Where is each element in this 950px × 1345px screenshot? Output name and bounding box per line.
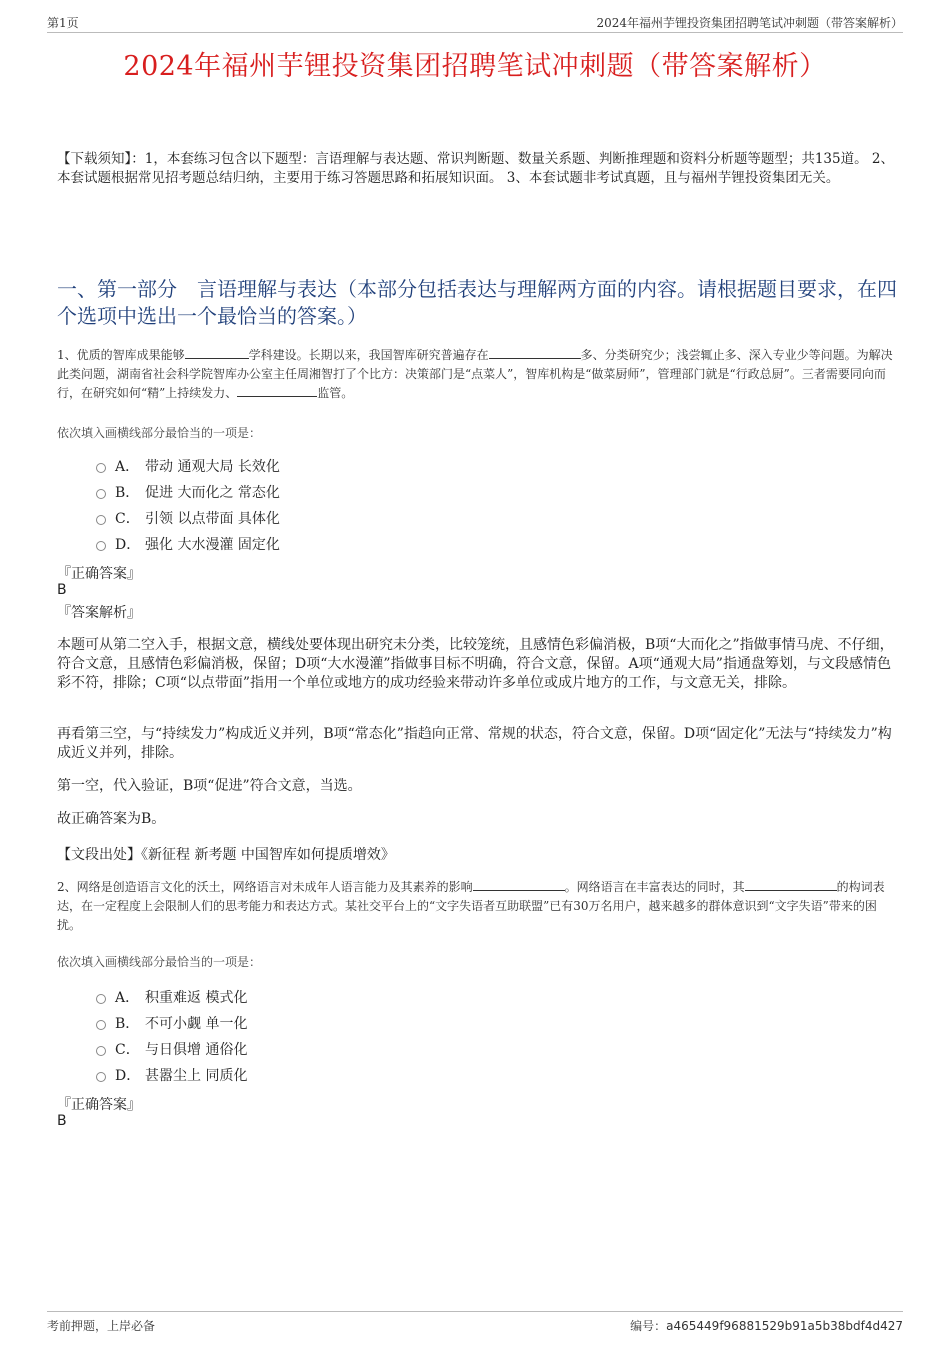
option-text: 强化 大水漫灌 固定化 bbox=[145, 537, 280, 553]
q1-option-d[interactable] bbox=[96, 531, 280, 557]
radio-icon[interactable] bbox=[96, 541, 106, 551]
page-footer bbox=[47, 1311, 903, 1336]
q2-options bbox=[96, 984, 247, 1088]
q2-blank-1 bbox=[473, 878, 565, 891]
q1-blank-2 bbox=[489, 346, 581, 359]
q1-option-b[interactable] bbox=[96, 479, 280, 505]
option-letter: C． bbox=[115, 1042, 140, 1058]
radio-icon[interactable] bbox=[96, 515, 106, 525]
q2-option-a[interactable] bbox=[96, 984, 247, 1010]
q2-option-d[interactable] bbox=[96, 1062, 247, 1088]
q1-analysis-paragraph: 第一空，代入验证，B项“促进”符合文意，当选。 bbox=[57, 778, 362, 794]
q2-answer: B bbox=[57, 1113, 67, 1129]
q1-blank-1 bbox=[185, 346, 249, 359]
q2-instruction: 依次填入画横线部分最恰当的一项是： bbox=[57, 955, 262, 969]
q1-options bbox=[96, 453, 280, 557]
radio-icon[interactable] bbox=[96, 489, 106, 499]
option-text: 不可小觑 单一化 bbox=[145, 1016, 248, 1032]
q1-analysis-label: 『答案解析』 bbox=[57, 605, 141, 621]
q1-text-part: 多、分类研究少；浅尝辄止多、深入专业少等问题。为解决此类问题，湖南省社会科学院智库办公室主任周湘智打了个比方：决策部门是“点菜人”，智库机构是“做菜厨师”，管理部门就是“行政总厨”。三者需要同向而行，在研究如何“精”上持续发力、 bbox=[57, 348, 893, 400]
option-letter: D． bbox=[115, 537, 141, 553]
q1-option-a[interactable] bbox=[96, 453, 280, 479]
page-number: 第1页 bbox=[47, 16, 79, 30]
page-header bbox=[47, 12, 903, 33]
q1-analysis-paragraph: 本题可从第二空入手，根据文意，横线处要体现出研究未分类，比较笼统，且感情色彩偏消极，B项“大而化之”指做事情马虎、不仔细，符合文意，且感情色彩偏消极，保留；D项“大水漫灌”指做事目标不明确，符合文意，保留。A项“通观大局”指通盘筹划，与文段感情色彩不符，排除；C项“以点带面”指用一个单位或地方的成功经验来带动许多单位或成片地方的工作，与文意无关，排除。 bbox=[57, 637, 894, 691]
q2-blank-2 bbox=[745, 878, 837, 891]
radio-icon[interactable] bbox=[96, 1072, 106, 1082]
radio-icon[interactable] bbox=[96, 994, 106, 1004]
option-text: 积重难返 模式化 bbox=[145, 990, 248, 1006]
document-title: 2024年福州芋锂投资集团招聘笔试冲刺题（带答案解析） bbox=[123, 51, 827, 82]
q2-correct-label: 『正确答案』 bbox=[57, 1097, 141, 1113]
option-letter: B． bbox=[115, 485, 140, 501]
q1-correct-label: 『正确答案』 bbox=[57, 566, 141, 582]
q2-text-part: 的构词表达，在一定程度上会限制人们的思考能力和表达方式。某社交平台上的“文字失语者互助联盟”已有30万名用户，越来越多的群体意识到“文字失语”带来的困扰。 bbox=[57, 880, 885, 932]
option-text: 带动 通观大局 长效化 bbox=[145, 459, 280, 475]
question-2-stem bbox=[57, 878, 897, 935]
download-notice: 【下载须知】：1，本套练习包含以下题型：言语理解与表达题、常识判断题、数量关系题、判断推理题和资料分析题等题型；共135道。 2、本套试题根据常见招考题总结归纳，主要用于练习答题思路和拓展知识面。 3、本套试题非考试真题，且与福州芋锂投资集团无关。 bbox=[57, 151, 894, 186]
footer-slogan: 考前押题，上岸必备 bbox=[47, 1319, 156, 1333]
footer-code-label: 编号： bbox=[630, 1319, 667, 1333]
q1-option-c[interactable] bbox=[96, 505, 280, 531]
radio-icon[interactable] bbox=[96, 1046, 106, 1056]
q2-option-b[interactable] bbox=[96, 1010, 247, 1036]
radio-icon[interactable] bbox=[96, 463, 106, 473]
option-letter: A． bbox=[115, 990, 140, 1006]
footer-code-value: a465449f96881529b91a5b38bdf4d427 bbox=[666, 1319, 903, 1333]
option-text: 与日俱增 通俗化 bbox=[145, 1042, 248, 1058]
question-1-stem bbox=[57, 346, 897, 403]
option-letter: B． bbox=[115, 1016, 140, 1032]
q1-source: 【文段出处】《新征程 新考题 中国智库如何提质增效》 bbox=[57, 847, 395, 863]
option-letter: A． bbox=[115, 459, 140, 475]
radio-icon[interactable] bbox=[96, 1020, 106, 1030]
q1-text-part: 学科建设。长期以来，我国智库研究普遍存在 bbox=[248, 348, 489, 362]
q1-answer: B bbox=[57, 582, 67, 598]
option-letter: C． bbox=[115, 511, 140, 527]
section-heading: 一、第一部分 言语理解与表达（本部分包括表达与理解两方面的内容。请根据题目要求，在四个选项中选出一个最恰当的答案。） bbox=[57, 277, 897, 328]
q1-text-part: 1、优质的智库成果能够 bbox=[57, 348, 185, 362]
q2-text-part: 。网络语言在丰富表达的同时，其 bbox=[564, 880, 745, 894]
option-letter: D． bbox=[115, 1068, 141, 1084]
q2-text-part: 2、网络是创造语言文化的沃土，网络语言对未成年人语言能力及其素养的影响 bbox=[57, 880, 473, 894]
q2-option-c[interactable] bbox=[96, 1036, 247, 1062]
header-doc-title: 2024年福州芋锂投资集团招聘笔试冲刺题（带答案解析） bbox=[596, 16, 903, 30]
footer-code bbox=[630, 1317, 903, 1334]
q1-instruction: 依次填入画横线部分最恰当的一项是： bbox=[57, 426, 262, 440]
option-text: 促进 大而化之 常态化 bbox=[145, 485, 280, 501]
q1-blank-3 bbox=[237, 384, 317, 397]
option-text: 甚嚣尘上 同质化 bbox=[145, 1068, 248, 1084]
option-text: 引领 以点带面 具体化 bbox=[145, 511, 280, 527]
q1-analysis-paragraph: 故正确答案为B。 bbox=[57, 811, 166, 827]
q1-text-part: 监管。 bbox=[317, 386, 354, 400]
q1-analysis-paragraph: 再看第三空，与“持续发力”构成近义并列，B项“常态化”指趋向正常、常规的状态，符合文意，保留。D项“固定化”无法与“持续发力”构成近义并列，排除。 bbox=[57, 726, 892, 761]
